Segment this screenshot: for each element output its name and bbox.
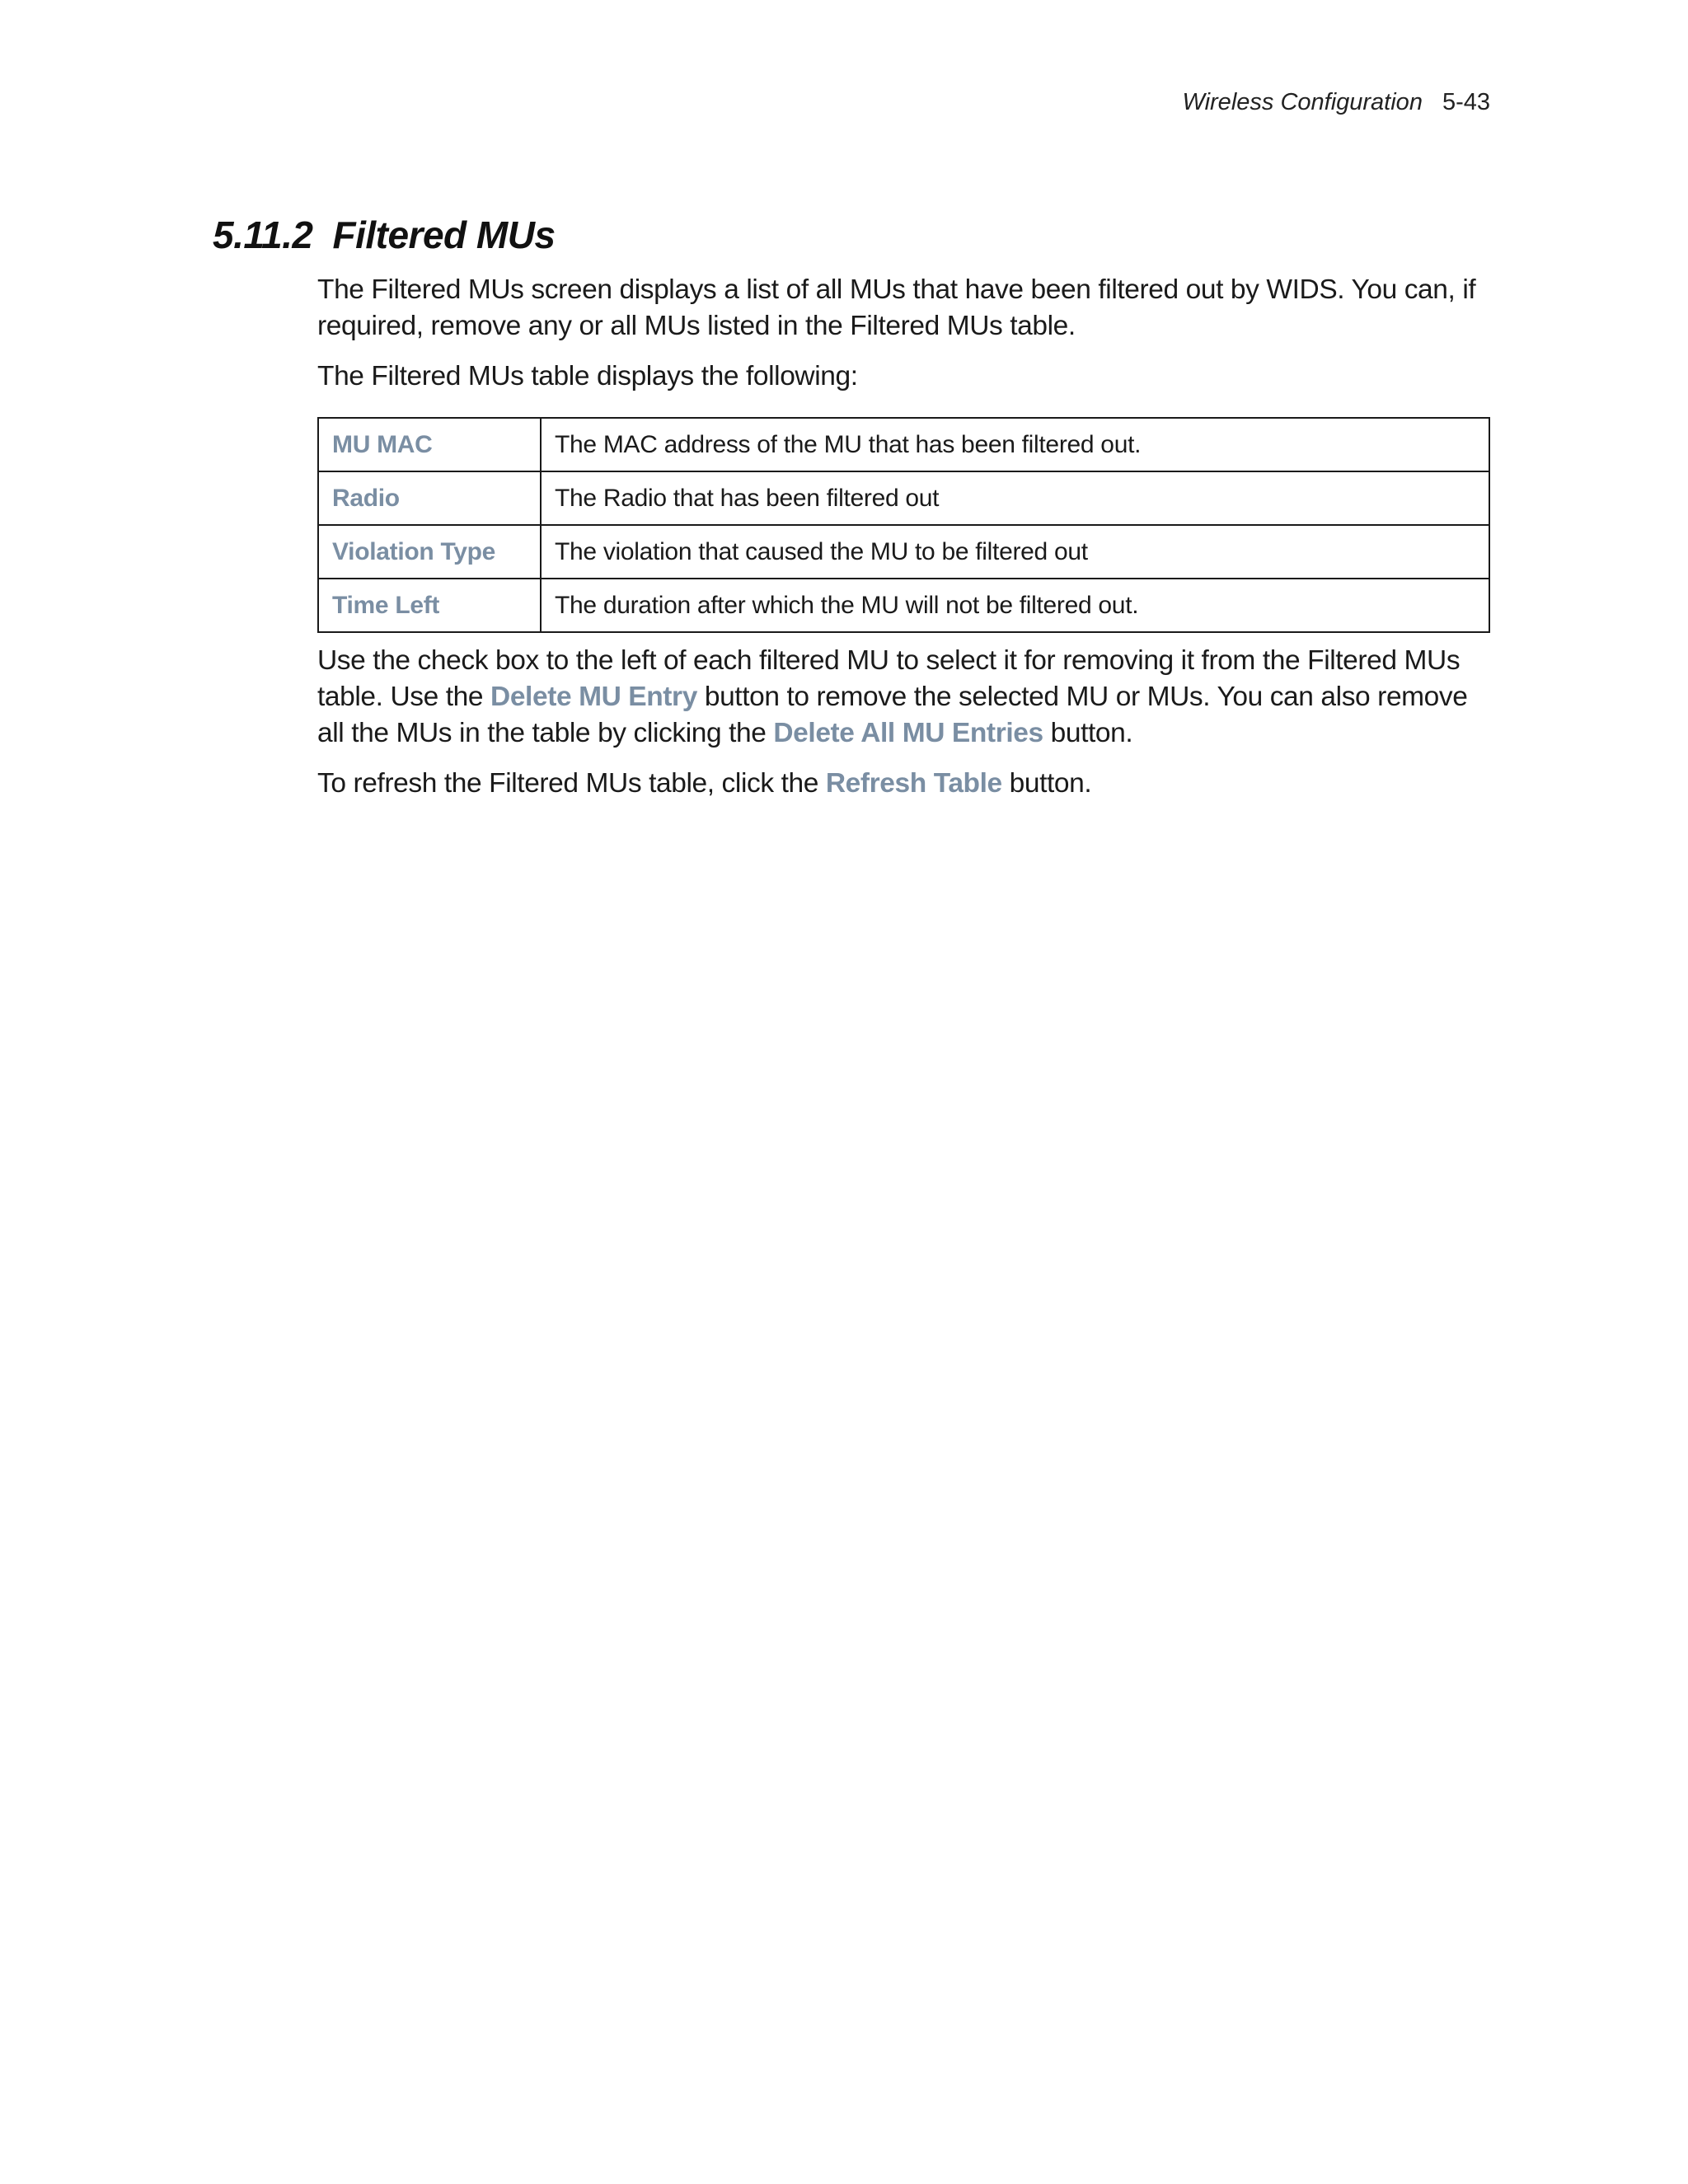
table-row [318,471,1489,525]
table-row [318,525,1489,579]
field-definition-table [317,417,1490,633]
field-term: Violation Type [318,525,541,579]
table-row [318,418,1489,471]
usage-paragraph [317,643,1490,752]
refresh-table-reference: Refresh Table [825,768,1002,799]
usage-text: button to remove the selected MU or MUs. You can also remove all the MUs in the table by clicking the [317,682,1468,748]
table-row [318,579,1489,632]
section-body [317,272,1490,816]
field-term: Time Left [318,579,541,632]
usage-text: Use the check box to the left of each filtered MU to select it for removing it from the Filtered MUs table. Use the [317,645,1461,712]
refresh-text: To refresh the Filtered MUs table, click the [317,768,826,799]
running-header [1182,89,1490,116]
field-term: MU MAC [318,418,541,471]
section-number: 5.11.2 [213,213,313,256]
refresh-text: button. [1001,768,1092,799]
section-title: Filtered MUs [332,213,556,256]
section-heading [213,213,556,257]
refresh-paragraph [317,766,1490,802]
field-description: The Radio that has been filtered out [541,471,1489,525]
intro-paragraph: The Filtered MUs screen displays a list of all MUs that have been filtered out by WIDS. You can, if required, remove any or all MUs listed in the Filtered MUs table. [317,274,1476,341]
chapter-title: Wireless Configuration [1182,89,1423,115]
field-term: Radio [318,471,541,525]
field-description: The duration after which the MU will not be filtered out. [541,579,1489,632]
field-description: The violation that caused the MU to be filtered out [541,525,1489,579]
usage-text: button. [1043,718,1133,748]
delete-all-mu-entries-reference: Delete All MU Entries [773,718,1043,748]
table-intro-paragraph: The Filtered MUs table displays the following: [317,361,858,391]
delete-mu-entry-reference: Delete MU Entry [490,682,697,712]
page-number: 5-43 [1442,89,1490,115]
field-description: The MAC address of the MU that has been filtered out. [541,418,1489,471]
